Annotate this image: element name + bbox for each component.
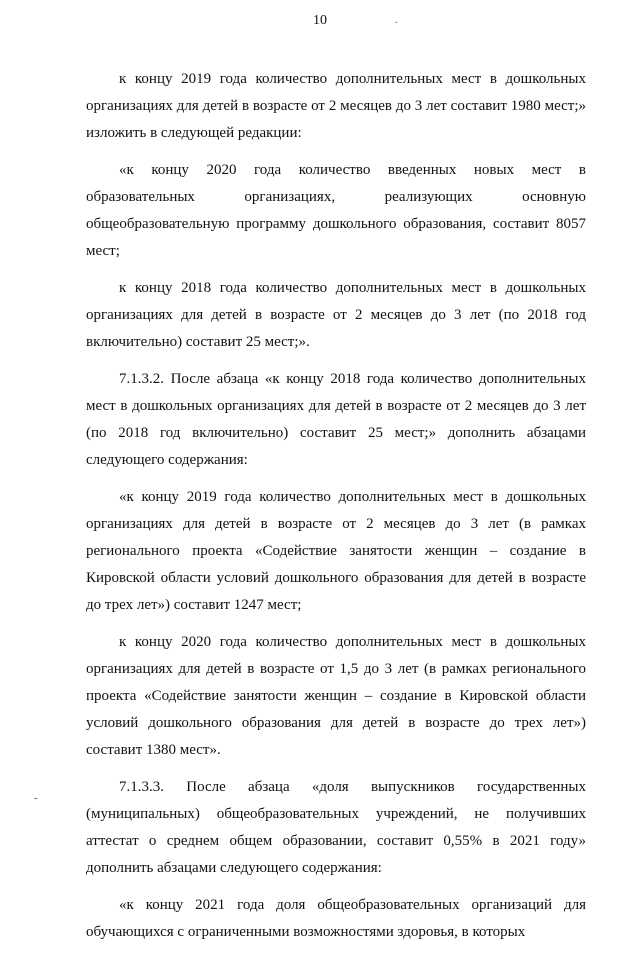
paragraph-7: 7.1.3.3. После абзаца «доля выпускников государственных (муниципальных) общеобразовательных учреждений, не получивших аттестат о среднем общем образовании, составит 0,55% в 2021 году» дополнить абзацами следующего содержания: (86, 779, 586, 876)
page-number: 10 (313, 13, 327, 28)
paragraph-1: к концу 2019 года количество дополнительных мест в дошкольных организациях для детей в возрасте от 2 месяцев до 3 лет составит 1980 мест;» изложить в следующей редакции: (86, 71, 586, 141)
paragraph-2: «к концу 2020 года количество введенных новых мест в образовательных организациях, реализующих основную общеобразовательную программу дошкольного образования, составит 8057 мест; (86, 162, 586, 259)
paragraph-4: 7.1.3.2. После абзаца «к концу 2018 года количество дополнительных мест в дошкольных организациях для детей в возрасте от 2 месяцев до 3 лет (по 2018 год включительно) составит 25 мест;» дополнить абзацами следующего содержания: (86, 371, 586, 468)
paragraph-6: к концу 2020 года количество дополнительных мест в дошкольных организациях для детей в возрасте от 1,5 до 3 лет (в рамках регионального проекта «Содействие занятости женщин – создание в Кировской области условий дошкольного образования для детей в возрасте до трех лет») составит 1380 мест». (86, 634, 586, 758)
paragraph-8: «к концу 2021 года доля общеобразовательных организаций для обучающихся с ограниченными возможностями здоровья, в которых (86, 897, 586, 940)
scan-mark: . (395, 15, 398, 26)
paragraph-3: к концу 2018 года количество дополнительных мест в дошкольных организациях для детей в возрасте от 2 месяцев до 3 лет (по 2018 год включительно) составит 25 мест;». (86, 280, 586, 350)
paragraph-5: «к концу 2019 года количество дополнительных мест в дошкольных организациях для детей в возрасте от 2 месяцев до 3 лет (в рамках регионального проекта «Содействие занятости женщин – создание в Кировской области условий дошкольного образования для детей в возрасте до трех лет») составит 1247 мест; (86, 489, 586, 613)
scan-mark: - (34, 793, 38, 804)
body-text (86, 66, 586, 956)
